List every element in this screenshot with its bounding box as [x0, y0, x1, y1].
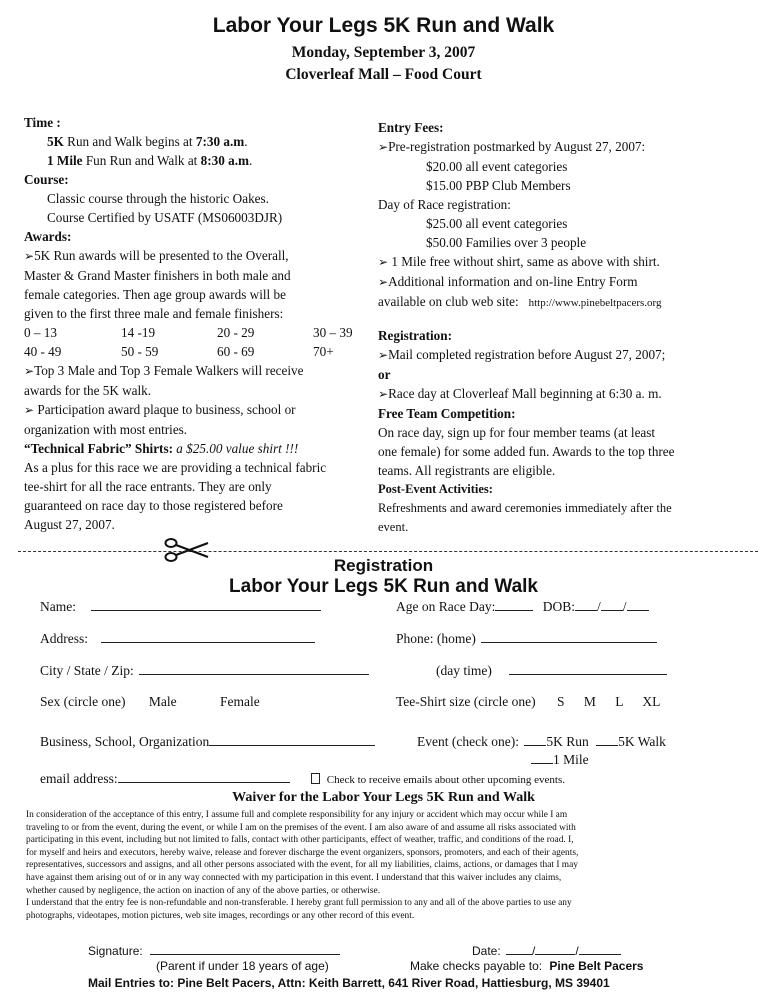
pre-registration: [378, 137, 758, 157]
mile-free: [378, 252, 758, 272]
registration-race-day-body: Race day at Cloverleaf Mall beginning at 6:30 a. m.: [388, 386, 662, 401]
pre-fee-2: $15.00 PBP Club Members: [426, 178, 571, 193]
walk-awards-2: awards for the 5K walk.: [24, 383, 152, 398]
time-5k-start: 7:30 a.m: [195, 134, 245, 149]
arrow-icon: ➢: [378, 348, 389, 362]
shirt-size-field: [396, 694, 660, 710]
shirt-size-option[interactable]: S: [556, 694, 565, 709]
event-5k-walk-checkbox[interactable]: [596, 733, 618, 746]
day-fee-2: $50.00 Families over 3 people: [426, 235, 587, 250]
email-label: email address:: [40, 771, 118, 786]
name-input[interactable]: [91, 598, 321, 611]
registration-or: or: [378, 367, 391, 382]
time-heading: Time :: [24, 115, 61, 130]
name-label: Name:: [40, 599, 76, 614]
waiver-line: whether caused by negligence, the action on inaction of any of the above parties, or otherwise.: [26, 885, 381, 896]
phone-day-input[interactable]: [509, 662, 667, 675]
sex-field: [40, 694, 260, 710]
time-1mile-label: 1 Mile: [47, 153, 83, 168]
awards-text-2: Master & Grand Master finishers in both male and: [24, 268, 291, 283]
event-5k-run-label: 5K Run: [546, 734, 589, 749]
arrow-icon: ➢: [378, 387, 389, 401]
additional-info-1: [378, 272, 758, 292]
event-1-mile-field: [531, 751, 589, 768]
time-1mile-text: Fun Run and Walk at: [82, 153, 201, 168]
pre-registration-body: Pre-registration postmarked by August 27, 2007:: [388, 139, 646, 154]
city-label: City / State / Zip:: [40, 663, 134, 678]
address-label: Address:: [40, 631, 88, 646]
waiver-line: participating in this event, including but not limited to falls, contact with other participants, effect of weather, traffic, and conditions of the road. I,: [26, 835, 574, 846]
walk-awards-1: [24, 361, 369, 381]
registration-mail: [378, 345, 758, 365]
age-field[interactable]: Age on Race Day: DOB: / /: [396, 598, 649, 615]
waiver-text: [26, 809, 578, 922]
business-field[interactable]: [40, 733, 375, 750]
waiver-line: I understand that the entry fee is non-refundable and non-transferable. I hereby grant full permission to any and all of the above parties to use any: [26, 898, 572, 909]
team-text-3: teams. All registrants are eligible.: [378, 463, 556, 478]
shirt-text-1: As a plus for this race we are providing a technical fabric: [24, 460, 327, 475]
walk-awards-1-body: Top 3 Male and Top 3 Female Walkers will receive: [34, 363, 304, 378]
email-optin-checkbox[interactable]: [311, 773, 320, 784]
shirt-heading: [24, 439, 369, 458]
day-registration: Day of Race registration:: [378, 197, 511, 212]
website-link[interactable]: http://www.pinebeltpacers.org: [528, 297, 662, 309]
signature-label: Signature:: [88, 944, 143, 958]
dob-year-input[interactable]: [627, 598, 649, 611]
time-5k: [24, 132, 369, 151]
event-5k-walk-label: 5K Walk: [618, 734, 666, 749]
dob-label: DOB:: [542, 599, 575, 614]
dob-month-input[interactable]: [575, 598, 597, 611]
post-event-heading: Post-Event Activities:: [378, 482, 493, 496]
age-group: 30 – 39: [313, 325, 353, 340]
event-field: [417, 733, 666, 750]
email-optin-label: Check to receive emails about other upcoming events.: [326, 774, 566, 786]
time-1mile: [24, 151, 369, 170]
waiver-line: traveling to or from the event, during the event, or while I am on the premises of the event. I am also aware of and assume all risks associated with: [26, 822, 576, 833]
time-1mile-start: 8:30 a.m: [200, 153, 249, 168]
date-month-input[interactable]: [506, 942, 532, 955]
event-label: Event (check one):: [417, 734, 519, 749]
address-input[interactable]: [101, 630, 315, 643]
awards-text-3: female categories. Then age group awards will be: [24, 287, 286, 302]
email-optin[interactable]: [311, 773, 565, 786]
participation-1: [24, 400, 369, 420]
time-1mile-period: .: [249, 153, 253, 168]
address-field[interactable]: [40, 630, 315, 647]
phone-day-label: (day time): [436, 663, 492, 678]
time-5k-label: 5K: [47, 134, 64, 149]
arrow-icon: ➢: [24, 364, 35, 378]
fees-heading: Entry Fees:: [378, 120, 444, 135]
day-fee-1: $25.00 all event categories: [426, 216, 568, 231]
left-column: [24, 113, 369, 534]
registration-title: Registration: [333, 556, 434, 575]
shirt-value: a $25.00 value shirt !!!: [172, 441, 299, 456]
shirt-text-2: tee-shirt for all the race entrants. They are only: [24, 479, 272, 494]
registration-subtitle: Labor Your Legs 5K Run and Walk: [229, 576, 538, 597]
waiver-line: photographs, videotapes, motion pictures, web site images, recordings or any other record of this event.: [26, 910, 415, 921]
post-event-text-1: Refreshments and award ceremonies immediately after the: [378, 501, 672, 515]
event-1-mile-label: 1 Mile: [553, 752, 589, 767]
arrow-icon: ➢: [378, 140, 389, 154]
shirt-size-label: Tee-Shirt size (circle one): [396, 694, 536, 709]
event-location: Cloverleaf Mall – Food Court: [285, 66, 482, 83]
age-group-row-1: [24, 323, 369, 342]
age-group: 60 - 69: [217, 344, 255, 359]
age-group: 0 – 13: [24, 325, 57, 340]
mail-entries: Mail Entries to: Pine Belt Pacers, Attn: Keith Barrett, 641 River Road, Hattiesburg, MS 39401: [88, 976, 610, 990]
business-label: Business, School, Organization: [40, 734, 210, 749]
cut-line: [18, 551, 758, 552]
team-heading: Free Team Competition:: [378, 406, 516, 421]
date-label: Date:: [472, 944, 501, 958]
shirt-size-option[interactable]: XL: [642, 694, 661, 709]
spacer: [378, 313, 758, 326]
date-day-input[interactable]: [535, 942, 575, 955]
shirt-heading-label: “Technical Fabric” Shirts:: [24, 441, 173, 456]
course-heading: Course:: [24, 172, 69, 187]
sex-option-female[interactable]: Female: [219, 694, 260, 709]
awards-text-1-body: 5K Run awards will be presented to the Overall,: [34, 248, 289, 263]
age-group-row-2: [24, 342, 369, 361]
waiver-line: representatives, successors and assigns, and all other persons associated with the event, for all my liabilities, claims, actions, or damages that I may: [26, 860, 578, 871]
course-text-2: Course Certified by USATF (MS06003DJR): [47, 210, 283, 225]
waiver-line: for myself and heirs and executors, hereby waive, release and forever discharge the event organizers, sponsors, promoters, and each of their agents,: [26, 847, 579, 858]
team-text-1: On race day, sign up for four member teams (at least: [378, 425, 656, 440]
additional-info-1-body: Additional information and on-line Entry Form: [388, 274, 638, 289]
phone-day-field[interactable]: [436, 662, 667, 679]
arrow-icon: ➢: [24, 249, 35, 263]
email-input[interactable]: [118, 770, 290, 783]
event-1-mile-checkbox[interactable]: [531, 751, 553, 764]
sex-option-male[interactable]: Male: [148, 694, 177, 709]
date-field[interactable]: Date: / /: [472, 942, 621, 958]
age-group: 40 - 49: [24, 344, 62, 359]
time-5k-text: Run and Walk begins at: [63, 134, 196, 149]
email-field[interactable]: [40, 770, 290, 787]
additional-info-2: [378, 292, 758, 313]
registration-race-day: [378, 384, 758, 404]
arrow-icon: ➢: [24, 403, 35, 417]
phone-home-label: Phone: (home): [396, 631, 476, 646]
arrow-icon: ➢: [378, 275, 389, 289]
arrow-icon: ➢: [378, 255, 389, 269]
shirt-text-4: August 27, 2007.: [24, 517, 115, 532]
awards-text-1: [24, 246, 369, 266]
registration-heading: Registration:: [378, 328, 452, 343]
participation-2: organization with most entries.: [24, 422, 188, 437]
post-event-text-2: event.: [378, 520, 409, 534]
awards-heading: Awards:: [24, 229, 72, 244]
name-field[interactable]: [40, 598, 321, 615]
event-5k-run-checkbox[interactable]: [524, 733, 546, 746]
right-column: [378, 118, 758, 537]
course-text-1: Classic course through the historic Oakes.: [47, 191, 269, 206]
signature-field[interactable]: [88, 942, 340, 958]
business-input[interactable]: [209, 733, 375, 746]
phone-home-input[interactable]: [481, 630, 657, 643]
registration-mail-body: Mail completed registration before August 27, 2007;: [388, 347, 666, 362]
sex-label: Sex (circle one): [40, 694, 126, 709]
mile-free-body: 1 Mile free without shirt, same as above with shirt.: [388, 254, 660, 269]
parent-note: (Parent if under 18 years of age): [156, 959, 329, 973]
awards-text-4: given to the first three male and female finishers:: [24, 306, 284, 321]
event-date: Monday, September 3, 2007: [291, 44, 476, 61]
checks-label: Make checks payable to:: [410, 959, 543, 973]
time-5k-period: .: [244, 134, 248, 149]
dob-day-input[interactable]: [601, 598, 623, 611]
age-group: 50 - 59: [121, 344, 159, 359]
age-group: 70+: [313, 344, 334, 359]
checks-payee: Pine Belt Pacers: [549, 959, 644, 973]
age-group: 20 - 29: [217, 325, 255, 340]
page-title: Labor Your Legs 5K Run and Walk: [212, 14, 555, 37]
date-year-input[interactable]: [579, 942, 621, 955]
pre-fee-1: $20.00 all event categories: [426, 159, 568, 174]
waiver-line: In consideration of the acceptance of this entry, I assume full and complete responsibility for any injury or accident which may occur while I am: [26, 810, 568, 820]
city-input[interactable]: [139, 662, 369, 675]
waiver-line: have against them arising out of or in any way connected with my participation in this event. I understand that this waiver includes any claims,: [26, 872, 562, 883]
shirt-size-option[interactable]: L: [615, 694, 624, 709]
signature-input[interactable]: [150, 942, 340, 955]
age-input[interactable]: [495, 598, 533, 611]
checks-payable: [410, 959, 643, 973]
shirt-text-3: guaranteed on race day to those registered before: [24, 498, 283, 513]
participation-1-body: Participation award plaque to business, school or: [34, 402, 296, 417]
age-group: 14 -19: [121, 325, 156, 340]
age-label: Age on Race Day:: [396, 599, 496, 614]
waiver-title: Waiver for the Labor Your Legs 5K Run and Walk: [232, 790, 535, 805]
team-text-2: one female) for some added fun. Awards to the top three: [378, 444, 675, 459]
shirt-size-option[interactable]: M: [583, 694, 596, 709]
additional-info-2-body: available on club web site:: [378, 294, 519, 309]
phone-home-field[interactable]: [396, 630, 657, 647]
city-field[interactable]: [40, 662, 369, 679]
